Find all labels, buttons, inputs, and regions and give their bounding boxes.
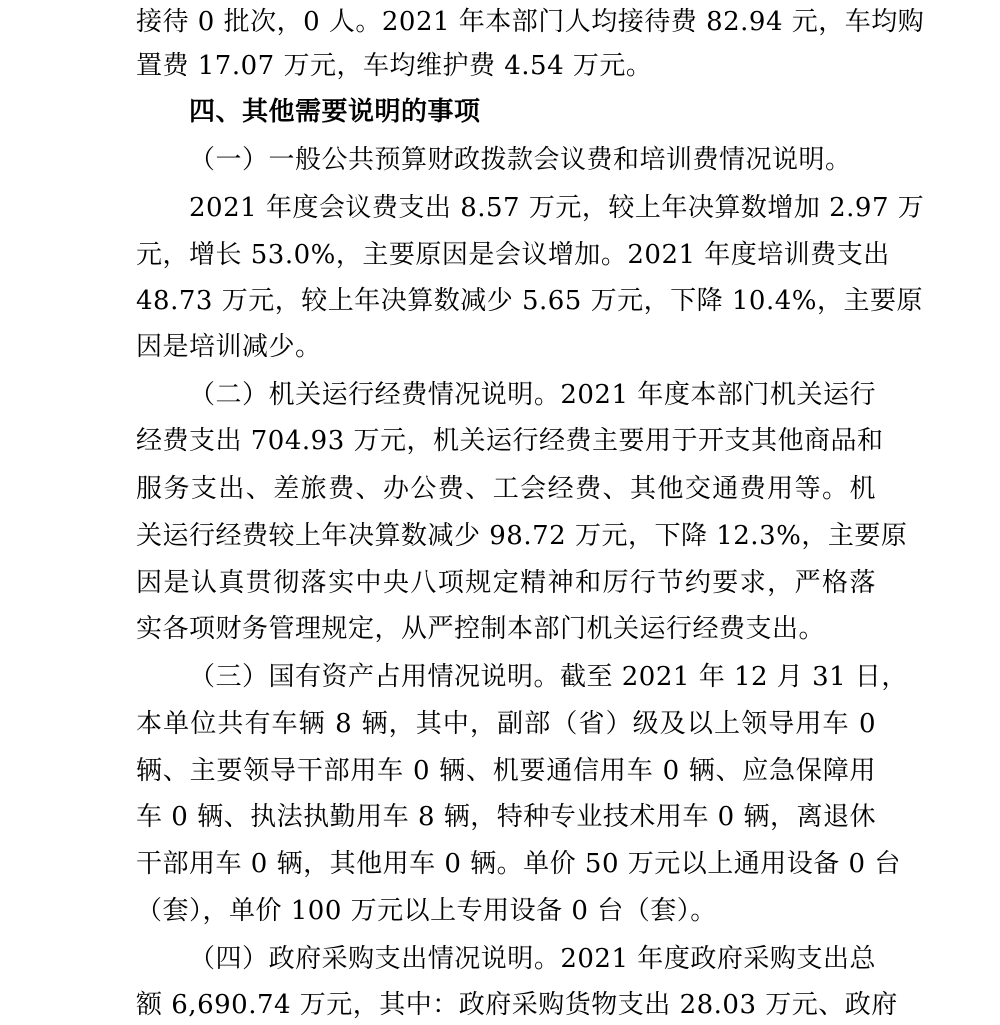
text-line: 车 0 辆、执法执勤用车 8 辆，特种专业技术用车 0 辆，离退休 bbox=[136, 802, 876, 832]
text-line: 关运行经费较上年决算数减少 98.72 万元，下降 12.3%，主要原 bbox=[136, 521, 908, 551]
text-line: 干部用车 0 辆，其他用车 0 辆。单价 50 万元以上通用设备 0 台 bbox=[136, 849, 901, 879]
text-line: 本单位共有车辆 8 辆，其中，副部（省）级及以上领导用车 0 bbox=[136, 709, 876, 739]
text-line: 因是认真贯彻落实中央八项规定精神和厉行节约要求，严格落 bbox=[136, 568, 876, 598]
text-line: （二）机关运行经费情况说明。2021 年度本部门机关运行 bbox=[189, 380, 876, 410]
text-line: 置费 17.07 万元，车均维护费 4.54 万元。 bbox=[136, 51, 653, 81]
text-line: 经费支出 704.93 万元，机关运行经费主要用于开支其他商品和 bbox=[136, 426, 884, 456]
text-line: 服务支出、差旅费、办公费、工会经费、其他交通费用等。机 bbox=[136, 474, 876, 504]
text-line: 48.73 万元，较上年决算数减少 5.65 万元，下降 10.4%，主要原 bbox=[136, 286, 923, 316]
text-line: 辆、主要领导干部用车 0 辆、机要通信用车 0 辆、应急保障用 bbox=[136, 756, 876, 786]
text-line: （四）政府采购支出情况说明。2021 年度政府采购支出总 bbox=[189, 944, 876, 974]
text-line: 2021 年度会议费支出 8.57 万元，较上年决算数增加 2.97 万 bbox=[189, 193, 925, 223]
text-line: 因是培训减少。 bbox=[136, 332, 322, 362]
text-line: 额 6,690.74 万元，其中：政府采购货物支出 28.03 万元、政府 bbox=[136, 990, 898, 1020]
subsection-heading: （一）一般公共预算财政拨款会议费和培训费情况说明。 bbox=[189, 145, 852, 175]
text-line: 实各项财务管理规定，从严控制本部门机关运行经费支出。 bbox=[136, 614, 826, 644]
text-line: 接待 0 批次，0 人。2021 年本部门人均接待费 82.94 元，车均购 bbox=[136, 7, 925, 37]
text-line: 元，增长 53.0%，主要原因是会议增加。2021 年度培训费支出 bbox=[136, 240, 890, 270]
text-line: （套），单价 100 万元以上专用设备 0 台（套）。 bbox=[136, 896, 717, 926]
text-line: （三）国有资产占用情况说明。截至 2021 年 12 月 31 日， bbox=[189, 662, 908, 692]
section-heading: 四、其他需要说明的事项 bbox=[189, 97, 481, 127]
